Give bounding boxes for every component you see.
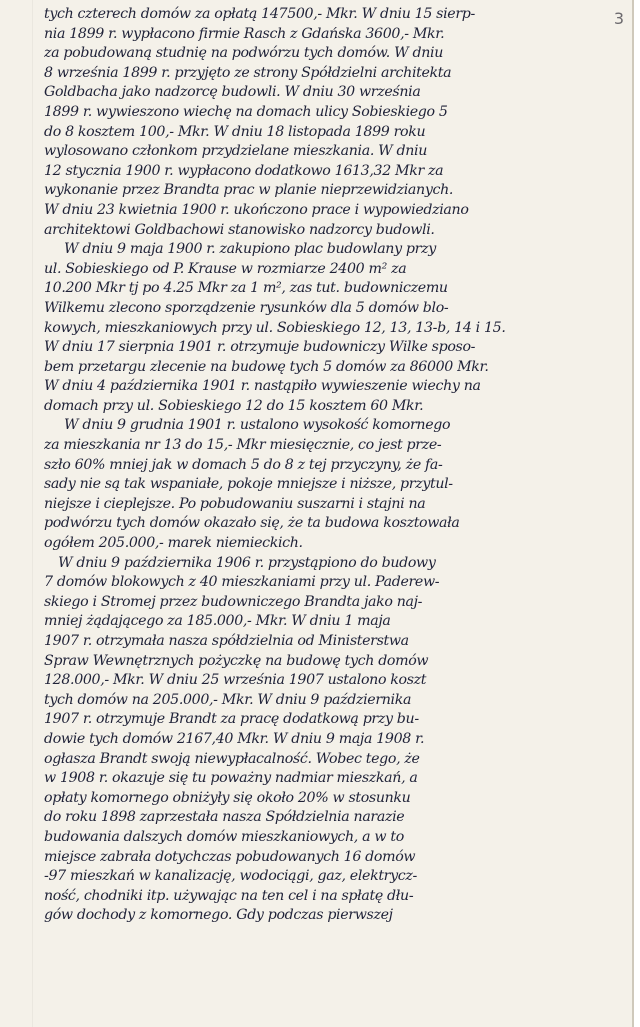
text-line: W dniu 23 kwietnia 1900 r. ukończono prace i wypowiedziano — [44, 201, 469, 218]
text-line: 128.000,- Mkr. W dniu 25 września 1907 ustalono koszt — [44, 672, 427, 689]
text-line: tych czterech domów za opłatą 147500,- Mkr. W dniu 15 sierp- — [44, 6, 475, 22]
text-line: w 1908 r. okazuje się tu poważny nadmiar mieszkań, a — [44, 770, 418, 787]
text-line: podwórzu tych domów okazało się, że ta budowa kosztowała — [44, 515, 460, 532]
text-line: architektowi Goldbachowi stanowisko nadzorcy budowli. — [44, 221, 435, 238]
text-line: za mieszkania nr 13 do 15,- Mkr miesięcznie, co jest prze- — [44, 437, 442, 454]
text-line: gów dochody z komornego. Gdy podczas pierwszej — [44, 907, 393, 924]
text-line: ul. Sobieskiego od P. Krause w rozmiarze 2400 m² za — [44, 260, 407, 277]
text-line: bem przetargu zlecenie na budowę tych 5 domów za 86000 Mkr. — [44, 358, 489, 375]
text-line: za pobudowaną studnię na podwórzu tych domów. W dniu — [44, 45, 443, 62]
text-line: kowych, mieszkaniowych przy ul. Sobieskiego 12, 13, 13-b, 14 i 15. — [44, 319, 506, 336]
text-line: wykonanie przez Brandta prac w planie nieprzewidzianych. — [44, 182, 454, 199]
text-line: opłaty komornego obniżyły się około 20% w stosunku — [44, 789, 411, 806]
text-line: wylosowano członkom przydzielane mieszkania. W dniu — [44, 143, 428, 160]
text-line: sady nie są tak wspaniałe, pokoje mniejsze i niższe, przytul- — [44, 476, 453, 493]
text-line: 8 września 1899 r. przyjęto ze strony Spółdzielni architekta — [44, 64, 452, 81]
text-line: W dniu 9 października 1906 r. przystąpiono do budowy — [58, 554, 436, 571]
text-line: 1907 r. otrzymała nasza spółdzielnia od Ministerstwa — [44, 633, 409, 649]
text-line: ogółem 205.000,- marek niemieckich. — [44, 535, 303, 552]
text-line: 1899 r. wywieszono wiechę na domach ulicy Sobieskiego 5 — [44, 103, 448, 120]
page-margin — [32, 0, 33, 1027]
text-line: skiego i Stromej przez budowniczego Brandta jako naj- — [44, 593, 423, 610]
text-line: niejsze i cieplejsze. Po pobudowaniu suszarni i stajni na — [44, 495, 426, 512]
text-line: Wilkemu zlecono sporządzenie rysunków dla 5 domów blo- — [44, 299, 449, 316]
text-line: Goldbacha jako nadzorcę budowli. W dniu 30 września — [44, 84, 421, 101]
text-line: -97 mieszkań w kanalizację, wodociągi, gaz, elektrycz- — [44, 868, 417, 885]
text-line — [44, 926, 610, 946]
text-line: dowie tych domów 2167,40 Mkr. W dniu 9 maja 1908 r. — [44, 730, 425, 747]
text-line: tych domów na 205.000,- Mkr. W dniu 9 października — [44, 691, 412, 708]
handwritten-text — [44, 5, 610, 946]
text-line: 10.200 Mkr tj po 4.25 Mkr za 1 m², zas tut. budowniczemu — [44, 280, 448, 297]
text-line: W dniu 4 października 1901 r. nastąpiło wywieszenie wiechy na — [44, 378, 481, 395]
text-line: 1907 r. otrzymuje Brandt za pracę dodatkową przy bu- — [44, 711, 419, 728]
text-line: domach przy ul. Sobieskiego 12 do 15 kosztem 60 Mkr. — [44, 397, 424, 414]
text-line: szło 60% mniej jak w domach 5 do 8 z tej przyczyny, że fa- — [44, 456, 443, 473]
page-number: 3 — [613, 9, 624, 28]
text-line: ogłasza Brandt swoją niewypłacalność. Wobec tego, że — [44, 750, 420, 767]
text-line: Spraw Wewnętrznych pożyczkę na budowę tych domów — [44, 652, 429, 669]
text-line: budowania dalszych domów mieszkaniowych, a w to — [44, 828, 404, 845]
text-line: W dniu 9 grudnia 1901 r. ustalono wysokość komornego — [64, 417, 451, 434]
text-line: do 8 kosztem 100,- Mkr. W dniu 18 listopada 1899 roku — [44, 123, 426, 140]
text-line: nia 1899 r. wypłacono firmie Rasch z Gdańska 3600,- Mkr. — [44, 25, 445, 42]
text-line: 7 domów blokowych z 40 mieszkaniami przy ul. Paderew- — [44, 574, 440, 591]
text-line: W dniu 9 maja 1900 r. zakupiono plac budowlany przy — [64, 241, 436, 258]
text-line: miejsce zabrała dotychczas pobudowanych 16 domów — [44, 848, 416, 865]
text-line: ność, chodniki itp. używając na ten cel i na spłatę dłu- — [44, 887, 414, 904]
text-line: 12 stycznia 1900 r. wypłacono dodatkowo 1613,32 Mkr za — [44, 162, 444, 179]
text-line: mniej żądającego za 185.000,- Mkr. W dniu 1 maja — [44, 613, 391, 630]
text-line: W dniu 17 sierpnia 1901 r. otrzymuje budowniczy Wilke sposo- — [44, 339, 476, 356]
text-line: do roku 1898 zaprzestała nasza Spółdzielnia narazie — [44, 809, 405, 826]
